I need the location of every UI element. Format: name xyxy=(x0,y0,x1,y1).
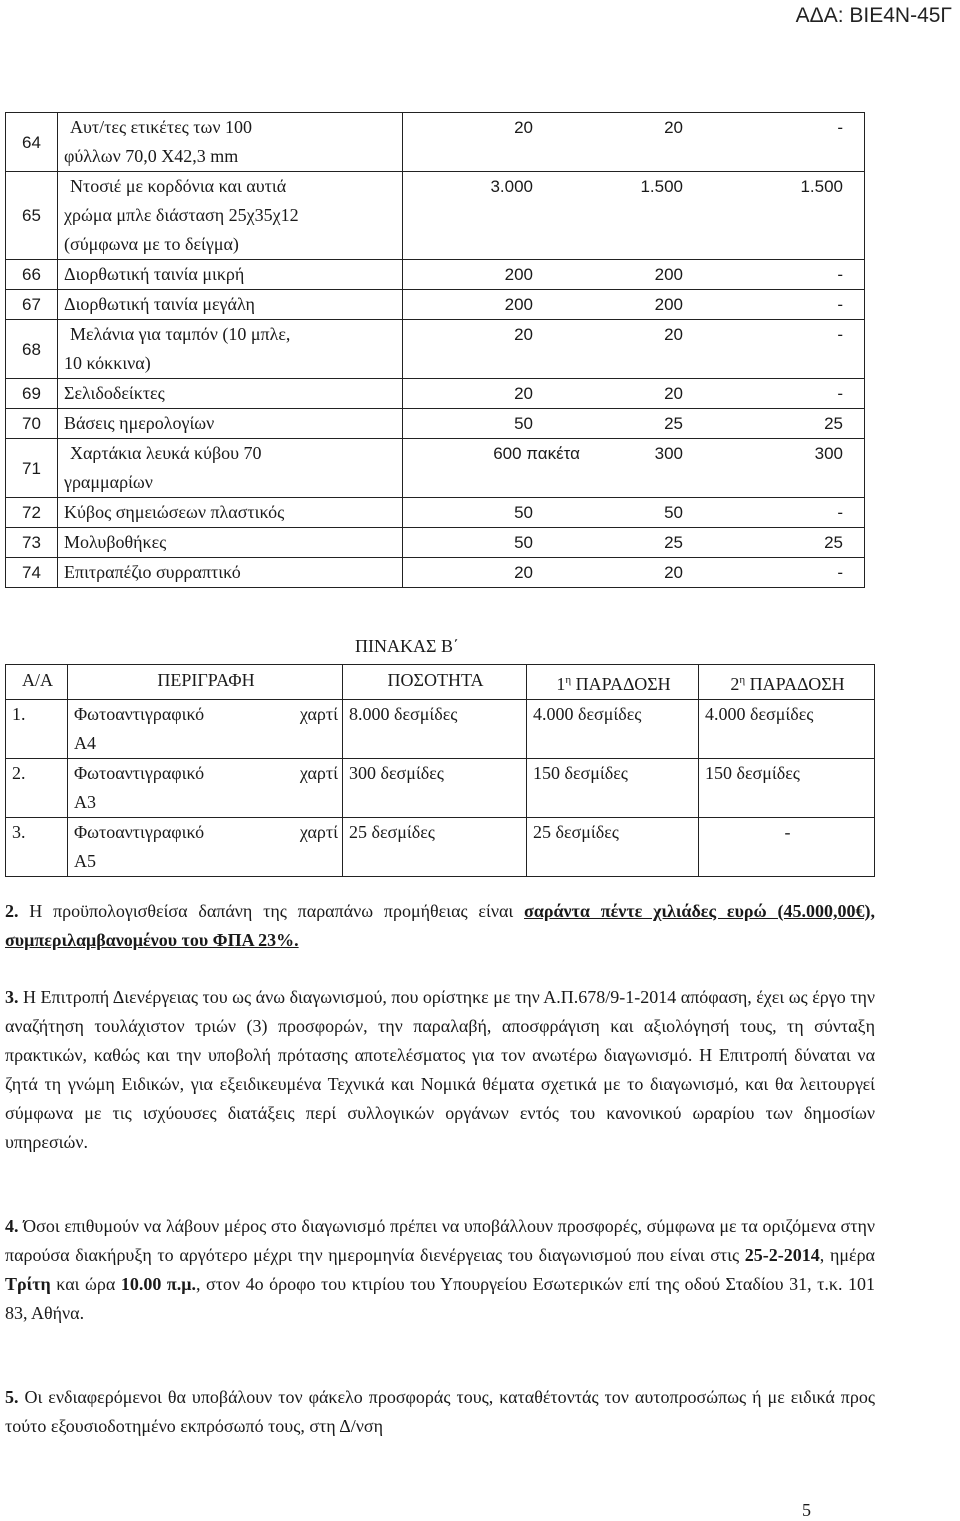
delivery-2-value: 25 xyxy=(824,533,843,552)
row-number: 65 xyxy=(6,172,58,260)
description-line: Βάσεις ημερολογίων xyxy=(64,413,215,433)
row-values xyxy=(403,409,865,439)
description-word: Φωτοαντιγραφικό xyxy=(74,704,205,724)
paper-size: Α4 xyxy=(74,733,96,753)
paragraph-4-text-b: , ημέρα xyxy=(819,1245,875,1265)
paragraph-3 xyxy=(5,983,875,1157)
delivery-2-value: 1.500 xyxy=(800,177,843,196)
row-description xyxy=(58,260,403,290)
paragraph-4-day: Τρίτη xyxy=(5,1274,51,1294)
paragraph-2 xyxy=(5,897,875,955)
description-line: 10 κόκκινα) xyxy=(64,353,151,373)
delivery-1-value: 25 xyxy=(664,533,683,552)
row-number: 2. xyxy=(6,759,68,818)
description-line: Μελάνια για ταμπόν (10 μπλε, xyxy=(70,324,291,344)
delivery-2-value: - xyxy=(837,325,843,344)
table-row xyxy=(6,818,875,877)
description-line: Κύβος σημειώσεων πλαστικός xyxy=(64,502,285,522)
table-row xyxy=(6,759,875,818)
table-row xyxy=(6,409,865,439)
paragraph-4-time: 10.00 π.μ. xyxy=(120,1274,196,1294)
delivery-2-value: - xyxy=(837,265,843,284)
row-number: 70 xyxy=(6,409,58,439)
table-row xyxy=(6,320,865,379)
paragraph-3-text: Η Επιτροπή Διενέργειας του ως άνω διαγωνισμού, που ορίστηκε με την Α.Π.678/9-1-2014 απόφαση, έχει ως έργο την αναζήτηση τουλάχιστον τριών (3) προσφορών, την παραλαβή, αποσφράγιση και αξιολόγησή τους, τη σύνταξη πρακτικών, καθώς και την υποβολή πρότασης αποτελέσματος για τον ανωτέρω διαγωνισμό. Η Επιτροπή δύναται να ζητά τη γνώμη Ειδικών, για εξειδικευμένα Τεχνικά και Νομικά θέματα σχετικά με το διαγωνισμό, και θα λειτουργεί σύμφωνα με τις ισχύουσες διατάξεις περί συλλογικών οργάνων εντός του κανονικού ωραρίου των δημοσίων υπηρεσιών. xyxy=(5,987,876,1152)
quantity-value: 20 xyxy=(514,325,533,344)
row-number: 64 xyxy=(6,113,58,172)
row-description xyxy=(68,759,343,818)
ada-code: ΑΔΑ: ΒΙΕ4Ν-45Γ xyxy=(795,4,952,27)
delivery-2-value: - xyxy=(837,563,843,582)
quantity-value: 20 xyxy=(514,384,533,403)
col-header-delivery-2: $2^\eta$ ΠΑΡΑΔΟΣΗ xyxy=(699,665,875,700)
row-description xyxy=(58,320,403,379)
quantity-value: 200 xyxy=(504,265,533,284)
row-number: 71 xyxy=(6,439,58,498)
delivery-2-value: - xyxy=(837,295,843,314)
row-values xyxy=(403,379,865,409)
description-word: Φωτοαντιγραφικό xyxy=(74,822,205,842)
quantity-value: 50 xyxy=(514,503,533,522)
row-description xyxy=(58,528,403,558)
table-row xyxy=(6,558,865,588)
row-description xyxy=(58,172,403,260)
table-row xyxy=(6,172,865,260)
description-line: Αυτ/τες ετικέτες των 100 xyxy=(70,117,252,137)
delivery-2-value: 4.000 δεσμίδες xyxy=(699,700,875,759)
delivery-1-value: 50 xyxy=(664,503,683,522)
table-row xyxy=(6,498,865,528)
row-number: 69 xyxy=(6,379,58,409)
delivery-1-value: 20 xyxy=(664,325,683,344)
quantity-value: 25 δεσμίδες xyxy=(343,818,527,877)
row-values xyxy=(403,498,865,528)
delivery-1-value: 25 δεσμίδες xyxy=(527,818,699,877)
delivery-1-value: 200 xyxy=(654,265,683,284)
delivery-2-value: - xyxy=(699,818,875,877)
paragraph-5-text: Οι ενδιαφερόμενοι θα υποβάλουν τον φάκελο προσφοράς τους, καταθέτοντάς τον αυτοπροσώπως ή με ειδικά προς τούτο εξουσιοδοτημένο εκπρόσωπό τους, στη Δ/νση xyxy=(5,1387,875,1436)
paragraph-2-number: 2. xyxy=(5,901,19,921)
delivery-2-value: 150 δεσμίδες xyxy=(699,759,875,818)
paragraph-4-date: 25-2-2014 xyxy=(744,1245,820,1265)
description-line: Επιτραπέζιο συρραπτικό xyxy=(64,562,241,582)
delivery-1-value: 20 xyxy=(664,563,683,582)
row-values xyxy=(403,260,865,290)
description-line: (σύμφωνα με το δείγμα) xyxy=(64,234,239,254)
paper-size: Α5 xyxy=(74,851,96,871)
row-description xyxy=(58,409,403,439)
paragraph-4-text-d: , στον 4ο όροφο του κτιρίου του Υπουργείου Εσωτερικών επί της οδού Σταδίου 31, τ.κ. 101 83, Αθήνα. xyxy=(5,1274,876,1323)
paragraph-4-text-c: και ώρα xyxy=(56,1274,116,1294)
table-row xyxy=(6,439,865,498)
delivery-1-value: 150 δεσμίδες xyxy=(527,759,699,818)
row-number: 73 xyxy=(6,528,58,558)
paragraph-4-text-a: Όσοι επιθυμούν να λάβουν μέρος στο διαγωνισμό πρέπει να υποβάλλουν προσφορές, σύμφωνα με τα οριζόμενα στην παρούσα διακήρυξη το αργότερο μέχρι την ημερομηνία διενέργειας του διαγωνισμού που είναι στις xyxy=(5,1216,875,1265)
row-values xyxy=(403,290,865,320)
row-description xyxy=(58,290,403,320)
table-row xyxy=(6,113,865,172)
row-number: 74 xyxy=(6,558,58,588)
quantity-value: 300 δεσμίδες xyxy=(343,759,527,818)
paragraph-3-number: 3. xyxy=(5,987,19,1007)
description-line: Διορθωτική ταινία μικρή xyxy=(64,264,245,284)
description-line: χρώμα μπλε διάσταση 25χ35χ12 xyxy=(64,205,299,225)
row-description xyxy=(58,113,403,172)
table-row xyxy=(6,528,865,558)
row-description xyxy=(58,379,403,409)
table-row xyxy=(6,260,865,290)
description-line: Μολυβοθήκες xyxy=(64,532,167,552)
col-header-description: ΠΕΡΙΓΡΑΦΗ xyxy=(68,665,343,700)
paper-size: Α3 xyxy=(74,792,96,812)
row-description xyxy=(68,818,343,877)
paragraph-4-number: 4. xyxy=(5,1216,19,1236)
table-row xyxy=(6,700,875,759)
items-table xyxy=(5,112,865,588)
quantity-value: 50 xyxy=(514,533,533,552)
quantity-value: 20 xyxy=(514,118,533,137)
row-values xyxy=(403,558,865,588)
row-number: 68 xyxy=(6,320,58,379)
row-values xyxy=(403,320,865,379)
delivery-1-value: 4.000 δεσμίδες xyxy=(527,700,699,759)
description-word: χαρτί xyxy=(299,822,338,842)
row-description xyxy=(58,558,403,588)
col-header-aa: Α/Α xyxy=(6,665,68,700)
delivery-2-value: - xyxy=(837,503,843,522)
quantity-value: 200 xyxy=(504,295,533,314)
row-description xyxy=(68,700,343,759)
row-number: 72 xyxy=(6,498,58,528)
delivery-2-value: 25 xyxy=(824,414,843,433)
quantity-value: 3.000 xyxy=(490,177,533,196)
row-number: 1. xyxy=(6,700,68,759)
description-line: Διορθωτική ταινία μεγάλη xyxy=(64,294,255,314)
delivery-1-value: 300 xyxy=(654,444,683,463)
delivery-1-value: 20 xyxy=(664,118,683,137)
row-description xyxy=(58,498,403,528)
row-values xyxy=(403,528,865,558)
paragraph-2-text: Η προϋπολογισθείσα δαπάνη της παραπάνω προμήθειας είναι xyxy=(29,901,514,921)
quantity-value: 20 xyxy=(514,563,533,582)
quantity-value: 8.000 δεσμίδες xyxy=(343,700,527,759)
row-number: 67 xyxy=(6,290,58,320)
col-header-quantity: ΠΟΣΟΤΗΤΑ xyxy=(343,665,527,700)
description-line: γραμμαρίων xyxy=(64,472,153,492)
row-values xyxy=(403,113,865,172)
paragraph-2-amount: σαράντα πέντε χιλιάδες ευρώ (45.000,00€), συμπεριλαμβανομένου του ΦΠΑ 23%. xyxy=(5,901,875,950)
delivery-1-value: 20 xyxy=(664,384,683,403)
quantity-value: 50 xyxy=(514,414,533,433)
table-b-header-row xyxy=(6,665,875,700)
delivery-1-value: 25 xyxy=(664,414,683,433)
page-number: 5 xyxy=(802,1500,811,1520)
row-description xyxy=(58,439,403,498)
description-line: Ντοσιέ με κορδόνια και αυτιά xyxy=(70,176,287,196)
paragraph-5 xyxy=(5,1383,875,1441)
paragraph-5-number: 5. xyxy=(5,1387,19,1407)
delivery-2-value: - xyxy=(837,384,843,403)
table-row xyxy=(6,290,865,320)
row-values xyxy=(403,172,865,260)
delivery-1-value: 200 xyxy=(654,295,683,314)
description-word: χαρτί xyxy=(299,704,338,724)
paragraph-4 xyxy=(5,1212,875,1328)
table-b-title: ΠΙΝΑΚΑΣ Β΄ xyxy=(355,636,459,656)
description-word: Φωτοαντιγραφικό xyxy=(74,763,205,783)
description-line: Σελιδοδείκτες xyxy=(64,383,165,403)
row-values xyxy=(403,439,865,498)
delivery-1-value: 1.500 xyxy=(640,177,683,196)
delivery-2-value: 300 xyxy=(814,444,843,463)
description-line: Χαρτάκια λευκά κύβου 70 xyxy=(70,443,262,463)
row-number: 3. xyxy=(6,818,68,877)
quantity-value: 600 πακέτα xyxy=(493,444,580,463)
row-number: 66 xyxy=(6,260,58,290)
table-b xyxy=(5,664,875,877)
description-word: χαρτί xyxy=(299,763,338,783)
description-line: φύλλων 70,0 Χ42,3 mm xyxy=(64,146,239,166)
delivery-2-value: - xyxy=(837,118,843,137)
col-header-delivery-1: $1^\eta$ ΠΑΡΑΔΟΣΗ xyxy=(527,665,699,700)
table-row xyxy=(6,379,865,409)
